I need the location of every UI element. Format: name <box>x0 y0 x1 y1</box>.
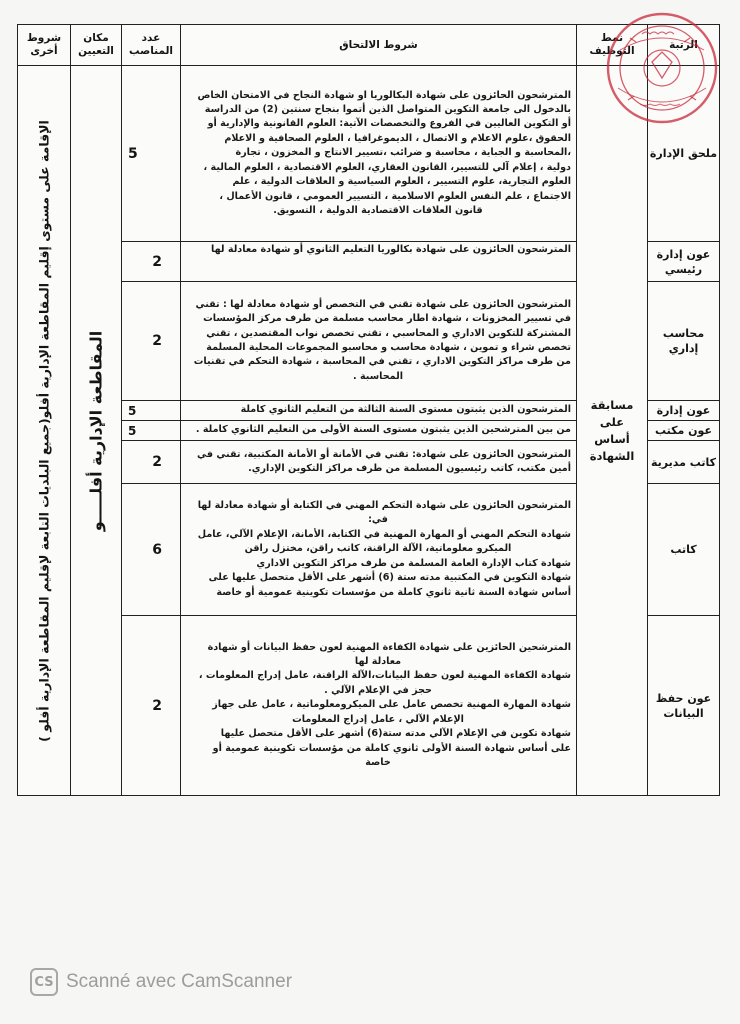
condition-line: حجز في الإعلام الآلي . <box>324 684 432 696</box>
condition-line: العلوم التجارية، علوم التسيير ، العلوم السياسية و العلاقات الدولية ، علم <box>232 176 571 188</box>
condition-line: من بين المترشحين الذين يثبتون مستوى السنة الأولى من التعليم الثانوي كاملة . <box>195 424 571 436</box>
condition-line: المترشحون الذين يثبتون مستوى السنة الثالثة من التعليم الثانوي كاملة <box>240 404 571 416</box>
condition-line: شهادة التحكم المهني أو المهارة المهنية في الكتابة، الأمانة، الإعلام الآلي، عامل <box>197 528 571 540</box>
place-text: المقاطعة الإدارية أفلـــــو <box>86 330 106 531</box>
condition-line: أساس شهادة السنة ثانية ثانوي كاملة من مؤسسات تكوينية عمومية أو خاصة <box>216 586 571 598</box>
method-cell <box>577 66 648 796</box>
rank-cell: ملحق الإدارة <box>648 66 720 242</box>
conditions-cell <box>181 66 577 242</box>
condition-line: أو التكوين العاليين في الفروع والتخصصات الآتية: العلوم القانونية والإدارية أو <box>207 118 571 130</box>
count-cell: 6 <box>122 484 181 616</box>
condition-line: قانون العلاقات الاقتصادية الدولية ، التسويق. <box>273 204 483 216</box>
condition-line: تخصص شراء و تموين ، شهادة محاسب و محاسبو المجموعات المحلية المسلمة <box>206 342 571 353</box>
condition-line: في: <box>368 514 388 526</box>
other-cell <box>18 66 71 796</box>
count-cell: 5 <box>122 401 181 421</box>
rank-cell: عون مكتب <box>648 421 720 441</box>
camscanner-watermark <box>30 966 292 998</box>
header-rank: الرتبة <box>648 25 720 66</box>
place-cell <box>71 66 122 796</box>
condition-line: الاجتماع ، علم النفس العلوم الاسلامية ، التسيير العمومي ، قانون الأعمال ، <box>219 190 571 202</box>
conditions-cell <box>181 242 577 282</box>
count-cell: 2 <box>122 616 181 796</box>
condition-line: شهادة المهارة المهنية تخصص عامل على الميكرومعلوماتية ، عامل على جهاز <box>212 699 571 711</box>
condition-line: من طرف مراكز التكوين الاداري ، تقني في المحاسبة ، شهادة التحكم في تقنيات <box>193 356 571 368</box>
condition-line: شهادة كتاب الإدارة العامة المسلمة من طرف مراكز التكوين الاداري <box>256 557 571 569</box>
condition-line: على أساس شهادة السنة الأولى ثانوي كاملة من مؤسسات تكوينية عمومية أو <box>212 742 571 754</box>
recruitment-table <box>17 24 720 796</box>
condition-line: المترشحون الحائزون على شهادة البكالوريا او شهادة النجاح في الامتحان الخاص <box>197 89 571 101</box>
condition-line: المترشحين الحائزين على شهادة الكفاءة المهنية لعون حفظ البيانات أو شهادة <box>207 641 571 653</box>
rank-cell: كاتب مديرية <box>648 441 720 484</box>
condition-line: أمين مكتب، كاتب رئيسيون المسلمة من طرف مراكز التكوين الإداري. <box>248 463 571 474</box>
condition-line: المترشحون الحائزون على شهادة: تقني في الأمانة أو الأمانة المكتبية، تقني في <box>197 448 571 460</box>
rank-cell: عون حفظ البيانات <box>648 616 720 796</box>
camscanner-logo-icon: CS <box>30 968 58 996</box>
count-cell: 2 <box>122 441 181 484</box>
conditions-cell <box>181 401 577 421</box>
rank-cell: عون إدارة <box>648 401 720 421</box>
condition-line: شهادة التكوين في المكتبية مدته ستة (6) أشهر على الأقل متحصل عليها على <box>208 572 571 584</box>
condition-line: المشتركة للتكوين الاداري و المحاسبي ، تقني تخصص نواب المقتصدين ، تقني <box>206 327 571 339</box>
condition-line: شهادة الكفاءة المهنية لعون حفظ البيانات،الآلة الراقنة، عامل إدراج المعلومات ، <box>198 670 571 682</box>
condition-line: الحقوق ،علوم الاعلام و الاتصال ، الديموغرافيا ، العلوم الصحافية و الاعلام <box>224 132 571 144</box>
rank-cell: عون إدارة رئيسي <box>648 242 720 282</box>
header-method: نمط التوظيف <box>577 25 648 66</box>
condition-line: دولية ، إعلام آلي للتسيير، القانون العقاري، العلوم الاقتصادية ، العلوم المالية ، <box>203 161 571 173</box>
condition-line: بالدخول الى جامعة التكوين المتواصل الذين أتموا بنجاح سنتين (2) من الدراسة <box>204 104 571 116</box>
official-stamp <box>590 8 725 124</box>
method-text: مسابقة على أساس الشهادة <box>589 397 635 463</box>
camscanner-text: Scanné avec CamScanner <box>66 971 293 992</box>
conditions-cell <box>181 282 577 401</box>
condition-line: الميكرو معلوماتية، الآلة الراقنة، كاتب راقن، مختزل راقن <box>244 543 512 555</box>
condition-line: المترشحون الحائزون على شهادة تقني في التخصص أو شهادة معادلة لها : تقني <box>195 298 571 310</box>
condition-line: شهادة تكوين في الإعلام الآلي مدته ستة(6) أشهر على الأقل متحصل عليها <box>220 728 571 740</box>
other-text: الإقامة على مستوى إقليم المقاطعة الإدارية أفلو(جميع البلديات التابعة لإقليم المقاطعة الإدارية أفلو ) <box>36 119 52 742</box>
conditions-cell <box>181 616 577 796</box>
header-count: عدد المناصب <box>122 25 181 66</box>
condition-line: المترشحون الحائزون على شهادة بكالوريا التعليم الثانوي أو شهادة معادلة لها <box>211 244 571 255</box>
condition-line: خاصة <box>365 756 391 768</box>
conditions-cell <box>181 484 577 616</box>
condition-line: الإعلام الآلي ، عامل إدراج المعلومات <box>292 713 464 725</box>
count-cell: 2 <box>122 242 181 282</box>
condition-line: المترشحون الحائزون على شهادة التحكم المهني في الكتابة أو شهادة معادلة لها <box>197 500 571 512</box>
condition-line: معادلة لها <box>354 656 402 668</box>
count-cell: 5 <box>122 66 181 242</box>
conditions-cell <box>181 441 577 484</box>
count-cell: 5 <box>122 421 181 441</box>
header-other: شروط أخرى <box>18 25 71 66</box>
condition-line: في تسيير المخزونات ، شهادة اطار محاسب مسلمة من طرف مركز المؤسسات <box>203 313 571 325</box>
condition-line: ،المحاسبة و الجباية ، محاسبة و ضرائب ،تسيير الانتاج و المخزون ، تجارة <box>235 147 571 159</box>
condition-line: المحاسبة . <box>353 370 403 382</box>
count-cell: 2 <box>122 282 181 401</box>
conditions-cell <box>181 421 577 441</box>
header-place: مكان التعيين <box>71 25 122 66</box>
rank-cell: كاتب <box>648 484 720 616</box>
header-conditions: شروط الالتحاق <box>181 25 577 66</box>
rank-cell: محاسب إداري <box>648 282 720 401</box>
